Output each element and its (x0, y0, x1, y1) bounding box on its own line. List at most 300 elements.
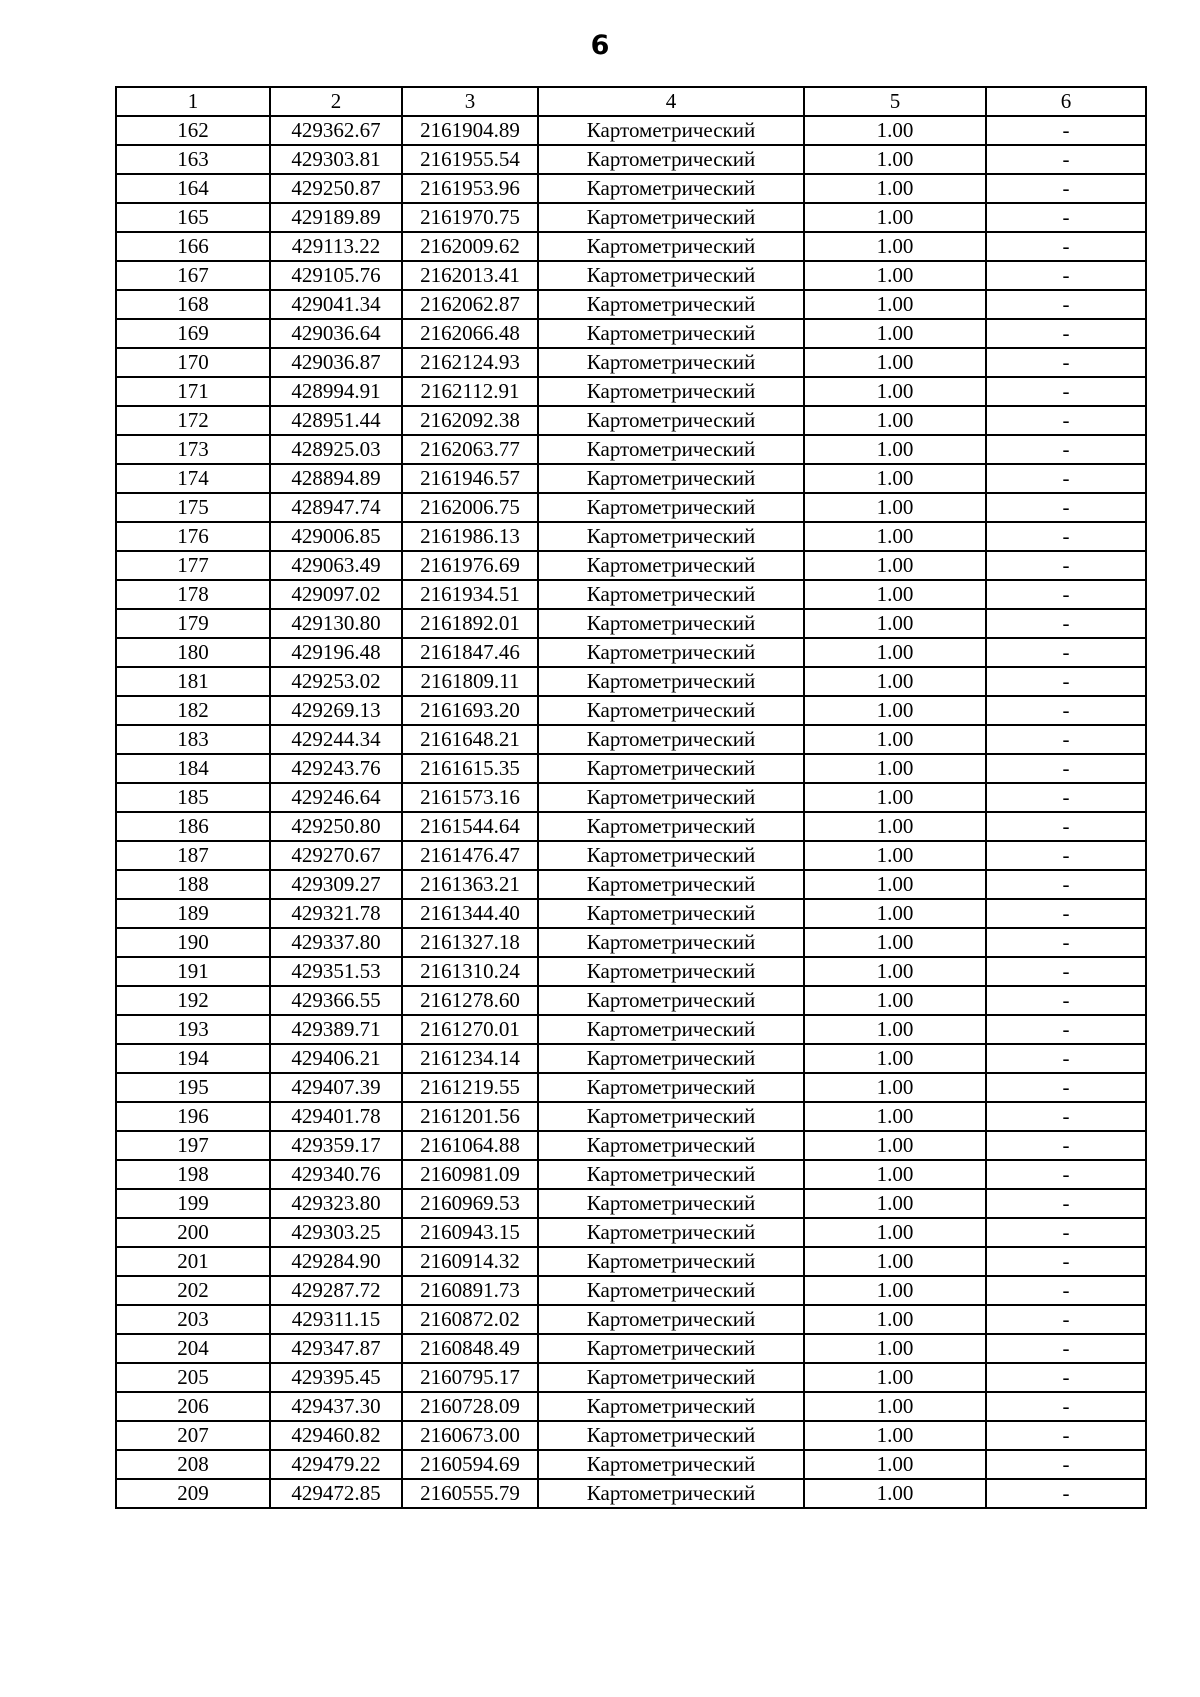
point-number-cell: 166 (116, 232, 270, 261)
point-number-cell: 181 (116, 667, 270, 696)
x-coordinate-cell: 428951.44 (270, 406, 402, 435)
table-row (116, 1247, 1146, 1276)
accuracy-cell: 1.00 (804, 667, 986, 696)
note-cell: - (986, 1218, 1146, 1247)
x-coordinate-cell: 429366.55 (270, 986, 402, 1015)
table-row (116, 783, 1146, 812)
y-coordinate-cell: 2161363.21 (402, 870, 538, 899)
point-number-cell: 207 (116, 1421, 270, 1450)
note-cell: - (986, 725, 1146, 754)
y-coordinate-cell: 2160943.15 (402, 1218, 538, 1247)
point-number-cell: 172 (116, 406, 270, 435)
y-coordinate-cell: 2161544.64 (402, 812, 538, 841)
note-cell: - (986, 145, 1146, 174)
note-cell: - (986, 464, 1146, 493)
y-coordinate-cell: 2161234.14 (402, 1044, 538, 1073)
method-cell: Картометрический (538, 667, 804, 696)
table-row (116, 406, 1146, 435)
table-row (116, 754, 1146, 783)
table-row (116, 1305, 1146, 1334)
y-coordinate-cell: 2162066.48 (402, 319, 538, 348)
y-coordinate-cell: 2160594.69 (402, 1450, 538, 1479)
x-coordinate-cell: 429036.87 (270, 348, 402, 377)
y-coordinate-cell: 2162063.77 (402, 435, 538, 464)
x-coordinate-cell: 429321.78 (270, 899, 402, 928)
accuracy-cell: 1.00 (804, 290, 986, 319)
x-coordinate-cell: 429269.13 (270, 696, 402, 725)
x-coordinate-cell: 429243.76 (270, 754, 402, 783)
x-coordinate-cell: 429250.80 (270, 812, 402, 841)
note-cell: - (986, 1421, 1146, 1450)
y-coordinate-cell: 2161648.21 (402, 725, 538, 754)
accuracy-cell: 1.00 (804, 1160, 986, 1189)
accuracy-cell: 1.00 (804, 725, 986, 754)
note-cell: - (986, 1015, 1146, 1044)
note-cell: - (986, 1363, 1146, 1392)
table-row (116, 928, 1146, 957)
y-coordinate-cell: 2161809.11 (402, 667, 538, 696)
x-coordinate-cell: 429351.53 (270, 957, 402, 986)
note-cell: - (986, 232, 1146, 261)
table-row (116, 522, 1146, 551)
point-number-cell: 204 (116, 1334, 270, 1363)
y-coordinate-cell: 2160848.49 (402, 1334, 538, 1363)
accuracy-cell: 1.00 (804, 203, 986, 232)
note-cell: - (986, 493, 1146, 522)
x-coordinate-cell: 429097.02 (270, 580, 402, 609)
note-cell: - (986, 1392, 1146, 1421)
point-number-cell: 170 (116, 348, 270, 377)
accuracy-cell: 1.00 (804, 1102, 986, 1131)
method-cell: Картометрический (538, 1247, 804, 1276)
table-row (116, 1392, 1146, 1421)
accuracy-cell: 1.00 (804, 1276, 986, 1305)
method-cell: Картометрический (538, 551, 804, 580)
point-number-cell: 192 (116, 986, 270, 1015)
table-row (116, 261, 1146, 290)
x-coordinate-cell: 429389.71 (270, 1015, 402, 1044)
accuracy-cell: 1.00 (804, 1189, 986, 1218)
x-coordinate-cell: 429460.82 (270, 1421, 402, 1450)
accuracy-cell: 1.00 (804, 638, 986, 667)
x-coordinate-cell: 428994.91 (270, 377, 402, 406)
point-number-cell: 199 (116, 1189, 270, 1218)
accuracy-cell: 1.00 (804, 174, 986, 203)
x-coordinate-cell: 429113.22 (270, 232, 402, 261)
x-coordinate-cell: 429337.80 (270, 928, 402, 957)
table-row (116, 1421, 1146, 1450)
point-number-cell: 164 (116, 174, 270, 203)
method-cell: Картометрический (538, 841, 804, 870)
y-coordinate-cell: 2160795.17 (402, 1363, 538, 1392)
method-cell: Картометрический (538, 986, 804, 1015)
table-row (116, 957, 1146, 986)
x-coordinate-cell: 429246.64 (270, 783, 402, 812)
note-cell: - (986, 435, 1146, 464)
point-number-cell: 162 (116, 116, 270, 145)
y-coordinate-cell: 2161892.01 (402, 609, 538, 638)
accuracy-cell: 1.00 (804, 522, 986, 551)
note-cell: - (986, 1131, 1146, 1160)
point-number-cell: 180 (116, 638, 270, 667)
point-number-cell: 189 (116, 899, 270, 928)
method-cell: Картометрический (538, 609, 804, 638)
note-cell: - (986, 348, 1146, 377)
method-cell: Картометрический (538, 1102, 804, 1131)
accuracy-cell: 1.00 (804, 145, 986, 174)
method-cell: Картометрический (538, 261, 804, 290)
point-number-cell: 167 (116, 261, 270, 290)
point-number-cell: 200 (116, 1218, 270, 1247)
point-number-cell: 168 (116, 290, 270, 319)
table-row (116, 638, 1146, 667)
x-coordinate-cell: 429401.78 (270, 1102, 402, 1131)
x-coordinate-cell: 429196.48 (270, 638, 402, 667)
point-number-cell: 186 (116, 812, 270, 841)
method-cell: Картометрический (538, 435, 804, 464)
point-number-cell: 187 (116, 841, 270, 870)
point-number-cell: 209 (116, 1479, 270, 1508)
table-row (116, 319, 1146, 348)
method-cell: Картометрический (538, 290, 804, 319)
table-row (116, 1102, 1146, 1131)
point-number-cell: 190 (116, 928, 270, 957)
point-number-cell: 203 (116, 1305, 270, 1334)
x-coordinate-cell: 428925.03 (270, 435, 402, 464)
table-header-row (116, 87, 1146, 116)
x-coordinate-cell: 429362.67 (270, 116, 402, 145)
y-coordinate-cell: 2160981.09 (402, 1160, 538, 1189)
y-coordinate-cell: 2161904.89 (402, 116, 538, 145)
note-cell: - (986, 638, 1146, 667)
y-coordinate-cell: 2161976.69 (402, 551, 538, 580)
note-cell: - (986, 290, 1146, 319)
y-coordinate-cell: 2162006.75 (402, 493, 538, 522)
method-cell: Картометрический (538, 1160, 804, 1189)
x-coordinate-cell: 428947.74 (270, 493, 402, 522)
method-cell: Картометрический (538, 493, 804, 522)
note-cell: - (986, 522, 1146, 551)
y-coordinate-cell: 2161955.54 (402, 145, 538, 174)
method-cell: Картометрический (538, 1218, 804, 1247)
x-coordinate-cell: 429395.45 (270, 1363, 402, 1392)
y-coordinate-cell: 2161970.75 (402, 203, 538, 232)
accuracy-cell: 1.00 (804, 377, 986, 406)
y-coordinate-cell: 2160728.09 (402, 1392, 538, 1421)
point-number-cell: 169 (116, 319, 270, 348)
x-coordinate-cell: 428894.89 (270, 464, 402, 493)
accuracy-cell: 1.00 (804, 870, 986, 899)
method-cell: Картометрический (538, 638, 804, 667)
y-coordinate-cell: 2160914.32 (402, 1247, 538, 1276)
accuracy-cell: 1.00 (804, 261, 986, 290)
point-number-cell: 193 (116, 1015, 270, 1044)
table-row (116, 1044, 1146, 1073)
method-cell: Картометрический (538, 116, 804, 145)
point-number-cell: 171 (116, 377, 270, 406)
note-cell: - (986, 1102, 1146, 1131)
y-coordinate-cell: 2162013.41 (402, 261, 538, 290)
note-cell: - (986, 754, 1146, 783)
method-cell: Картометрический (538, 696, 804, 725)
point-number-cell: 179 (116, 609, 270, 638)
table-row (116, 145, 1146, 174)
method-cell: Картометрический (538, 754, 804, 783)
y-coordinate-cell: 2161278.60 (402, 986, 538, 1015)
method-cell: Картометрический (538, 377, 804, 406)
table-row (116, 986, 1146, 1015)
y-coordinate-cell: 2161476.47 (402, 841, 538, 870)
x-coordinate-cell: 429311.15 (270, 1305, 402, 1334)
accuracy-cell: 1.00 (804, 1131, 986, 1160)
accuracy-cell: 1.00 (804, 696, 986, 725)
method-cell: Картометрический (538, 928, 804, 957)
y-coordinate-cell: 2161986.13 (402, 522, 538, 551)
point-number-cell: 202 (116, 1276, 270, 1305)
table-row (116, 1131, 1146, 1160)
point-number-cell: 184 (116, 754, 270, 783)
x-coordinate-cell: 429323.80 (270, 1189, 402, 1218)
point-number-cell: 177 (116, 551, 270, 580)
method-cell: Картометрический (538, 145, 804, 174)
table-row (116, 667, 1146, 696)
y-coordinate-cell: 2161934.51 (402, 580, 538, 609)
table-row (116, 377, 1146, 406)
table-row (116, 841, 1146, 870)
y-coordinate-cell: 2161270.01 (402, 1015, 538, 1044)
table-row (116, 203, 1146, 232)
method-cell: Картометрический (538, 203, 804, 232)
point-number-cell: 198 (116, 1160, 270, 1189)
point-number-cell: 185 (116, 783, 270, 812)
note-cell: - (986, 783, 1146, 812)
note-cell: - (986, 609, 1146, 638)
method-cell: Картометрический (538, 1392, 804, 1421)
method-cell: Картометрический (538, 783, 804, 812)
table-row (116, 1479, 1146, 1508)
column-header: 3 (402, 87, 538, 116)
x-coordinate-cell: 429303.25 (270, 1218, 402, 1247)
accuracy-cell: 1.00 (804, 1044, 986, 1073)
table-row (116, 1363, 1146, 1392)
table-row (116, 348, 1146, 377)
x-coordinate-cell: 429347.87 (270, 1334, 402, 1363)
x-coordinate-cell: 429244.34 (270, 725, 402, 754)
method-cell: Картометрический (538, 406, 804, 435)
accuracy-cell: 1.00 (804, 406, 986, 435)
note-cell: - (986, 551, 1146, 580)
y-coordinate-cell: 2162009.62 (402, 232, 538, 261)
table-row (116, 174, 1146, 203)
point-number-cell: 205 (116, 1363, 270, 1392)
column-header: 6 (986, 87, 1146, 116)
x-coordinate-cell: 429284.90 (270, 1247, 402, 1276)
method-cell: Картометрический (538, 1131, 804, 1160)
x-coordinate-cell: 429063.49 (270, 551, 402, 580)
table-row (116, 232, 1146, 261)
accuracy-cell: 1.00 (804, 1479, 986, 1508)
note-cell: - (986, 870, 1146, 899)
method-cell: Картометрический (538, 348, 804, 377)
accuracy-cell: 1.00 (804, 1015, 986, 1044)
x-coordinate-cell: 429407.39 (270, 1073, 402, 1102)
method-cell: Картометрический (538, 522, 804, 551)
y-coordinate-cell: 2162124.93 (402, 348, 538, 377)
point-number-cell: 182 (116, 696, 270, 725)
page-number: 6 (590, 30, 610, 61)
accuracy-cell: 1.00 (804, 754, 986, 783)
accuracy-cell: 1.00 (804, 609, 986, 638)
x-coordinate-cell: 429359.17 (270, 1131, 402, 1160)
note-cell: - (986, 667, 1146, 696)
method-cell: Картометрический (538, 1334, 804, 1363)
accuracy-cell: 1.00 (804, 580, 986, 609)
table-row (116, 116, 1146, 145)
note-cell: - (986, 261, 1146, 290)
table-row (116, 493, 1146, 522)
accuracy-cell: 1.00 (804, 957, 986, 986)
column-header: 5 (804, 87, 986, 116)
point-number-cell: 163 (116, 145, 270, 174)
x-coordinate-cell: 429130.80 (270, 609, 402, 638)
y-coordinate-cell: 2161219.55 (402, 1073, 538, 1102)
method-cell: Картометрический (538, 725, 804, 754)
point-number-cell: 173 (116, 435, 270, 464)
y-coordinate-cell: 2161946.57 (402, 464, 538, 493)
table-row (116, 899, 1146, 928)
accuracy-cell: 1.00 (804, 1392, 986, 1421)
table-row (116, 290, 1146, 319)
accuracy-cell: 1.00 (804, 493, 986, 522)
note-cell: - (986, 406, 1146, 435)
table-row (116, 1189, 1146, 1218)
accuracy-cell: 1.00 (804, 928, 986, 957)
table-row (116, 609, 1146, 638)
y-coordinate-cell: 2161327.18 (402, 928, 538, 957)
x-coordinate-cell: 429270.67 (270, 841, 402, 870)
y-coordinate-cell: 2161953.96 (402, 174, 538, 203)
table-body (116, 116, 1146, 1508)
table-row (116, 1334, 1146, 1363)
method-cell: Картометрический (538, 1276, 804, 1305)
table-row (116, 1276, 1146, 1305)
note-cell: - (986, 319, 1146, 348)
y-coordinate-cell: 2161847.46 (402, 638, 538, 667)
method-cell: Картометрический (538, 232, 804, 261)
note-cell: - (986, 812, 1146, 841)
y-coordinate-cell: 2160673.00 (402, 1421, 538, 1450)
note-cell: - (986, 1479, 1146, 1508)
note-cell: - (986, 1276, 1146, 1305)
x-coordinate-cell: 429253.02 (270, 667, 402, 696)
note-cell: - (986, 580, 1146, 609)
y-coordinate-cell: 2161310.24 (402, 957, 538, 986)
y-coordinate-cell: 2162112.91 (402, 377, 538, 406)
accuracy-cell: 1.00 (804, 116, 986, 145)
method-cell: Картометрический (538, 1305, 804, 1334)
table-row (116, 435, 1146, 464)
note-cell: - (986, 174, 1146, 203)
y-coordinate-cell: 2161693.20 (402, 696, 538, 725)
x-coordinate-cell: 429309.27 (270, 870, 402, 899)
coordinates-table (115, 86, 1147, 1509)
x-coordinate-cell: 429287.72 (270, 1276, 402, 1305)
point-number-cell: 208 (116, 1450, 270, 1479)
column-header: 1 (116, 87, 270, 116)
point-number-cell: 174 (116, 464, 270, 493)
accuracy-cell: 1.00 (804, 899, 986, 928)
x-coordinate-cell: 429036.64 (270, 319, 402, 348)
point-number-cell: 191 (116, 957, 270, 986)
note-cell: - (986, 1160, 1146, 1189)
accuracy-cell: 1.00 (804, 551, 986, 580)
point-number-cell: 195 (116, 1073, 270, 1102)
note-cell: - (986, 696, 1146, 725)
note-cell: - (986, 957, 1146, 986)
accuracy-cell: 1.00 (804, 1073, 986, 1102)
note-cell: - (986, 841, 1146, 870)
y-coordinate-cell: 2161573.16 (402, 783, 538, 812)
x-coordinate-cell: 429250.87 (270, 174, 402, 203)
table-row (116, 1160, 1146, 1189)
method-cell: Картометрический (538, 1450, 804, 1479)
note-cell: - (986, 986, 1146, 1015)
method-cell: Картометрический (538, 812, 804, 841)
note-cell: - (986, 1305, 1146, 1334)
point-number-cell: 165 (116, 203, 270, 232)
x-coordinate-cell: 429303.81 (270, 145, 402, 174)
table-row (116, 551, 1146, 580)
y-coordinate-cell: 2161201.56 (402, 1102, 538, 1131)
x-coordinate-cell: 429105.76 (270, 261, 402, 290)
y-coordinate-cell: 2161344.40 (402, 899, 538, 928)
note-cell: - (986, 1189, 1146, 1218)
method-cell: Картометрический (538, 580, 804, 609)
accuracy-cell: 1.00 (804, 841, 986, 870)
note-cell: - (986, 1247, 1146, 1276)
method-cell: Картометрический (538, 1189, 804, 1218)
point-number-cell: 176 (116, 522, 270, 551)
method-cell: Картометрический (538, 464, 804, 493)
x-coordinate-cell: 429041.34 (270, 290, 402, 319)
note-cell: - (986, 1450, 1146, 1479)
method-cell: Картометрический (538, 1421, 804, 1450)
y-coordinate-cell: 2161615.35 (402, 754, 538, 783)
accuracy-cell: 1.00 (804, 232, 986, 261)
accuracy-cell: 1.00 (804, 1450, 986, 1479)
method-cell: Картометрический (538, 899, 804, 928)
point-number-cell: 178 (116, 580, 270, 609)
table-row (116, 1450, 1146, 1479)
method-cell: Картометрический (538, 1015, 804, 1044)
x-coordinate-cell: 429479.22 (270, 1450, 402, 1479)
accuracy-cell: 1.00 (804, 783, 986, 812)
table-row (116, 1073, 1146, 1102)
note-cell: - (986, 377, 1146, 406)
point-number-cell: 197 (116, 1131, 270, 1160)
accuracy-cell: 1.00 (804, 1363, 986, 1392)
accuracy-cell: 1.00 (804, 464, 986, 493)
note-cell: - (986, 116, 1146, 145)
table-row (116, 1218, 1146, 1247)
method-cell: Картометрический (538, 319, 804, 348)
x-coordinate-cell: 429006.85 (270, 522, 402, 551)
y-coordinate-cell: 2162092.38 (402, 406, 538, 435)
y-coordinate-cell: 2161064.88 (402, 1131, 538, 1160)
method-cell: Картометрический (538, 870, 804, 899)
x-coordinate-cell: 429472.85 (270, 1479, 402, 1508)
point-number-cell: 201 (116, 1247, 270, 1276)
